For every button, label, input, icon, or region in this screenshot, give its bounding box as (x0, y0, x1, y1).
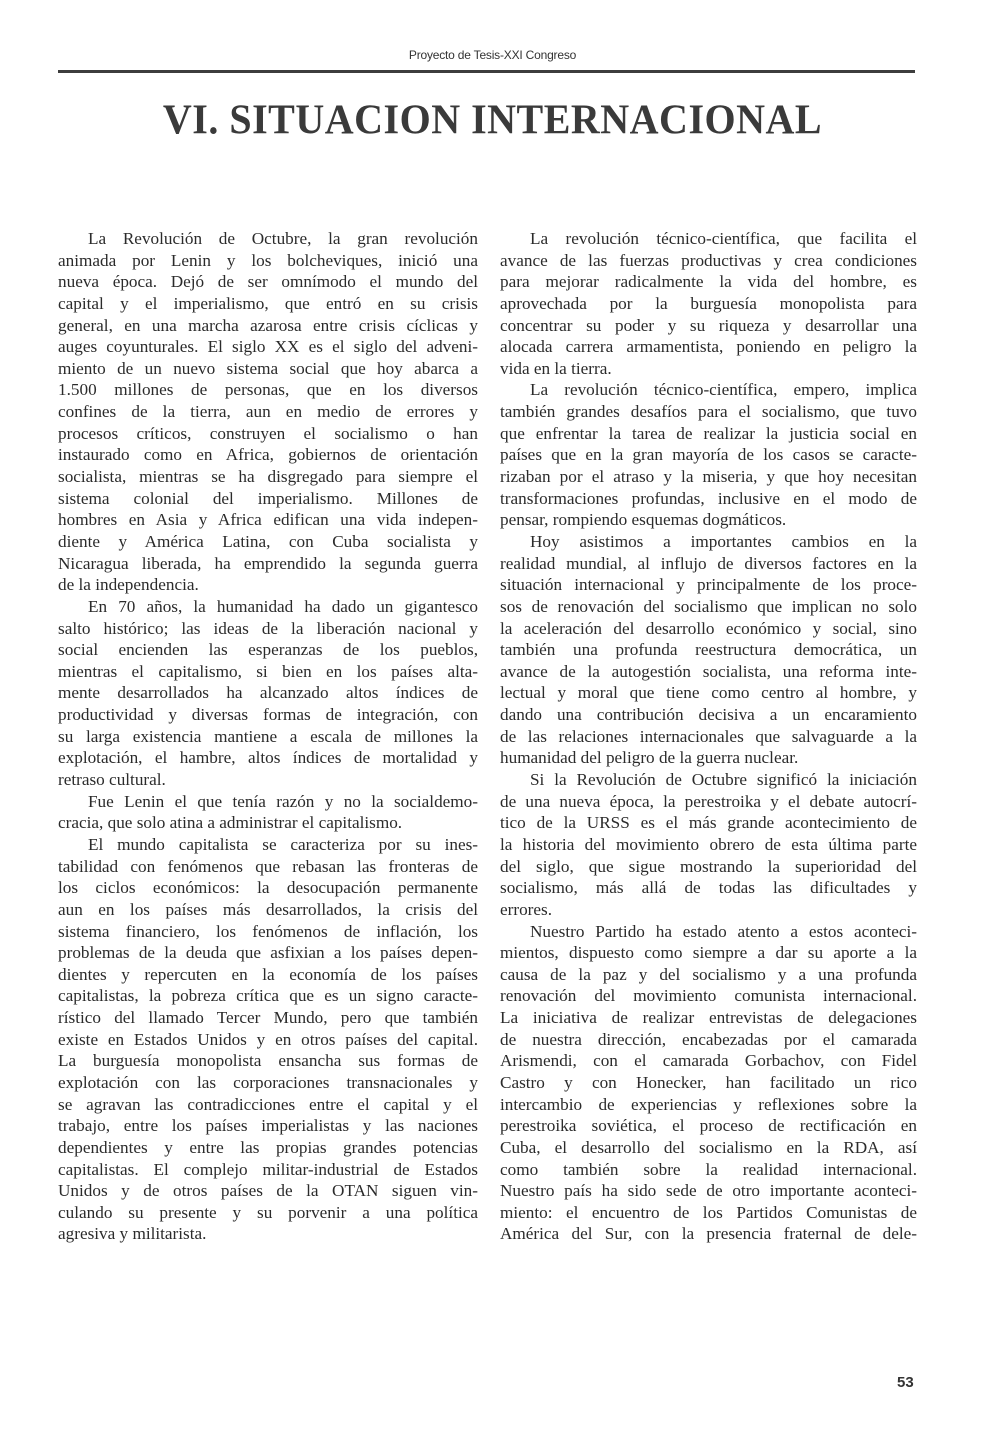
text-line: aun en los países más desarrollados, la crisis del (58, 899, 478, 919)
text-line: salto histórico; las ideas de la liberación nacional y (58, 618, 478, 638)
text-line: capitalistas, la pobreza crítica que es un signo caracte- (58, 986, 478, 1006)
text-line: sos de renovación del socialismo que implican no solo (500, 596, 917, 616)
text-line: instaurado como en Africa, gobiernos de orientación (58, 445, 478, 465)
text-line: social encienden las esperanzas de los pueblos, (58, 640, 478, 660)
text-line: intercambio de experiencias y reflexiones sobre la (500, 1094, 917, 1114)
text-line: sistema financiero, los fenómenos de inflación, los (58, 921, 478, 941)
text-line: pensar, rompiendo esquemas dogmáticos. (500, 510, 787, 530)
text-line: rizaban por el atraso y la miseria, y que hoy necesitan (500, 467, 917, 487)
text-line: La iniciativa de realizar entrevistas de delegaciones (500, 1008, 917, 1028)
text-line: Arismendi, con el camarada Gorbachov, con Fidel (500, 1051, 917, 1071)
text-line: La revolución técnico-científica, empero, implica (530, 380, 917, 400)
right-column (500, 228, 917, 1245)
text-line: Hoy asistimos a importantes cambios en la (530, 531, 917, 551)
paragraph (58, 791, 478, 834)
text-line: socialismo, más allá de todas las dificultades y (500, 878, 917, 898)
text-line: lectual y moral que tiene como centro al hombre, y (500, 683, 917, 703)
text-line: países que en la gran mayoría de los casos se caracte- (500, 445, 917, 465)
text-line: capitalistas. El complejo militar-industrial de Estados (58, 1159, 478, 1179)
text-line: miento de un nuevo sistema social que hoy abarca a (58, 358, 478, 378)
text-line: sistema colonial del imperialismo. Millones de (58, 488, 478, 508)
text-line: animada por Lenin y los bolcheviques, inició una (58, 250, 478, 270)
paragraph (500, 228, 917, 379)
text-line: los ciclos económicos: la desocupación permanente (58, 878, 478, 898)
text-line: humanidad del peligro de la guerra nuclear. (500, 748, 799, 768)
text-line: la historia del movimiento obrero de esta última parte (500, 834, 917, 854)
text-line: confines de la tierra, aun en medio de errores y (58, 402, 478, 422)
text-line: que enfrentar la tarea de realizar la justicia social en (500, 423, 917, 443)
paragraph (500, 379, 917, 530)
text-line: problemas de la deuda que asfixian a los países depen- (58, 943, 478, 963)
text-line: del siglo, que sigue mostrando la superioridad del (500, 856, 917, 876)
text-line: socialista, mientras se ha disgregado para siempre el (58, 467, 478, 487)
text-line: culando su presente y su porvenir a una política (58, 1202, 478, 1222)
text-line: La burguesía monopolista ensancha sus formas de (58, 1051, 478, 1071)
paragraph (58, 596, 478, 791)
text-line: de una nueva época, la perestroika y el debate autocrí- (500, 791, 917, 811)
text-line: Unidos y de otros países de la OTAN siguen vin- (58, 1181, 478, 1201)
paragraph (500, 769, 917, 920)
text-line: trabajo, entre los países imperialistas y las naciones (58, 1116, 478, 1136)
text-line: realidad mundial, al influjo de diversos factores en la (500, 553, 917, 573)
text-line: cracia, que solo atina a administrar el capitalismo. (58, 813, 403, 833)
text-line: mientras el capitalismo, si bien en los países alta- (58, 661, 478, 681)
paragraph (500, 531, 917, 769)
paragraph (500, 921, 917, 1246)
text-line: capital y el imperialismo, que entró en su crisis (58, 293, 478, 313)
text-line: errores. (500, 899, 553, 919)
text-line: vida en la tierra. (500, 358, 612, 378)
text-line: Cuba, el desarrollo del socialismo en la RDA, así (500, 1137, 917, 1157)
text-line: alocada carrera armamentista, poniendo en peligro la (500, 337, 917, 357)
text-line: 1.500 millones de personas, que en los diversos (58, 380, 478, 400)
text-line: renovación del movimiento comunista internacional. (500, 986, 917, 1006)
text-line: El mundo capitalista se caracteriza por su ines- (88, 834, 478, 854)
text-line: dando una contribución decisiva a un encaramiento (500, 705, 917, 725)
text-line: como también sobre la realidad internacional. (500, 1159, 917, 1179)
text-line: rístico del llamado Tercer Mundo, pero que también (58, 1008, 478, 1028)
text-line: tico de la URSS es el más grande acontecimiento de (500, 813, 917, 833)
text-line: productividad y diversas formas de integración, con (58, 705, 478, 725)
text-line: causa de la paz y del socialismo y a una profunda (500, 964, 917, 984)
text-line: su larga existencia mantiene a escala de millones la (58, 726, 478, 746)
text-line: existe en Estados Unidos y en otros países del capital. (58, 1029, 478, 1049)
text-line: de la independencia. (58, 575, 199, 595)
text-line: de las relaciones internacionales que salvaguarde a la (500, 726, 917, 746)
text-line: aprovechada por la burguesía monopolista para (500, 293, 917, 313)
text-line: retraso cultural. (58, 770, 166, 790)
text-line: tabilidad con fenómenos que rebasan las fronteras de (58, 856, 478, 876)
text-line: avance de la autogestión socialista, una reforma inte- (500, 661, 917, 681)
text-line: dientes y repercuten en la economía de los países (58, 964, 478, 984)
text-line: también una profunda reestructura democrática, un (500, 640, 917, 660)
text-line: también grandes desafíos para el socialismo, que tuvo (500, 402, 917, 422)
text-line: Nuestro Partido ha estado atento a estos aconteci- (530, 921, 917, 941)
text-line: nueva época. Dejó de ser omnímodo el mundo del (58, 272, 478, 292)
text-line: situación internacional y principalmente de los proce- (500, 575, 917, 595)
text-line: La Revolución de Octubre, la gran revolución (88, 229, 478, 248)
text-line: la aceleración del desarrollo económico y social, sino (500, 618, 917, 638)
text-line: perestroika soviética, el proceso de rectificación en (500, 1116, 917, 1136)
text-line: La revolución técnico-científica, que facilita el (530, 229, 917, 248)
text-line: miento: el encuentro de los Partidos Comunistas de (500, 1202, 917, 1222)
text-line: se agravan las contradicciones entre el capital y el (58, 1094, 478, 1114)
paragraph (58, 834, 478, 1245)
header-rule (58, 70, 915, 73)
chapter-title: VI. SITUACION INTERNACIONAL (162, 95, 823, 144)
text-line: En 70 años, la humanidad ha dado un gigantesco (88, 596, 478, 616)
text-line: Nuestro país ha sido sede de otro importante aconteci- (500, 1181, 917, 1201)
text-line: para mejorar radicalmente la vida del hombre, es (500, 272, 917, 292)
text-line: procesos críticos, construyen el socialismo o han (58, 423, 478, 443)
text-line: de nuestra dirección, encabezadas por el camarada (500, 1029, 917, 1049)
left-column (58, 228, 478, 1245)
text-line: dependientes y entre las propias grandes potencias (58, 1137, 478, 1157)
text-line: Castro y con Honecker, han facilitado un rico (500, 1072, 917, 1092)
text-line: transformaciones profundas, inclusive en el modo de (500, 488, 917, 508)
text-line: hombres en Asia y Africa edifican una vida indepen- (58, 510, 478, 530)
text-line: auges coyunturales. El siglo XX es el siglo del adveni- (58, 337, 478, 357)
text-line: general, en una marcha azarosa entre crisis cíclicas y (58, 315, 478, 335)
paragraph (58, 228, 478, 596)
text-line: Nicaragua liberada, ha emprendido la segunda guerra (58, 553, 478, 573)
text-line: Fue Lenin el que tenía razón y no la socialdemo- (88, 791, 478, 811)
text-line: América del Sur, con la presencia fraternal de dele- (500, 1224, 917, 1244)
text-line: explotación con las corporaciones transnacionales y (58, 1072, 478, 1092)
running-header: Proyecto de Tesis-XXI Congreso (408, 48, 577, 62)
text-line: explotación, el hambre, altos índices de mortalidad y (58, 748, 478, 768)
page-number: 53 (897, 1374, 914, 1391)
text-line: concentrar su poder y su riqueza y desarrollar una (500, 315, 917, 335)
text-line: mente desarrollados ha alcanzado altos índices de (58, 683, 478, 703)
text-line: diente y América Latina, con Cuba socialista y (58, 531, 478, 551)
text-line: agresiva y militarista. (58, 1224, 207, 1244)
text-line: avance de las fuerzas productivas y crea condiciones (500, 250, 917, 270)
text-line: mientos, dispuesto como siempre a dar su aporte a la (500, 943, 917, 963)
text-line: Si la Revolución de Octubre significó la iniciación (530, 770, 917, 790)
